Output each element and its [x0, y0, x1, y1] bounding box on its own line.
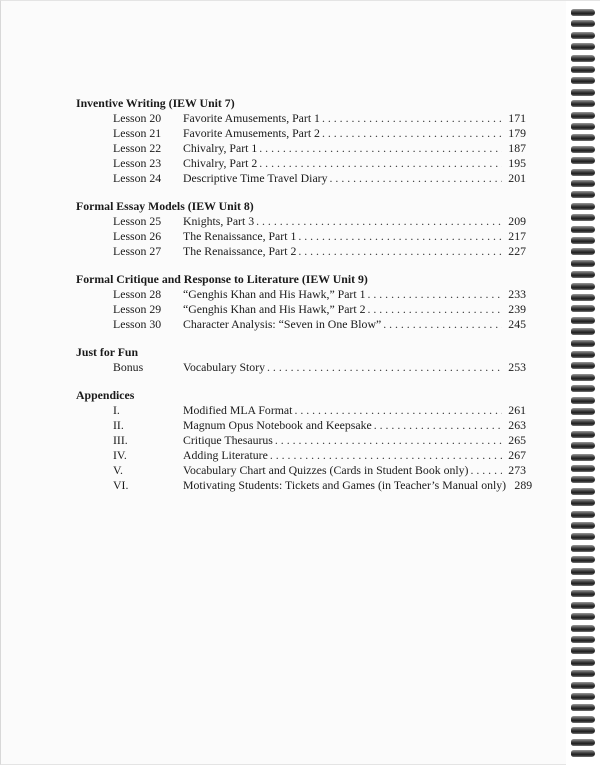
entry-page: 289 — [514, 478, 533, 492]
entry-label: Lesson 24 — [113, 171, 162, 185]
dot-leader — [367, 287, 502, 302]
entry-title: Vocabulary Story — [183, 360, 266, 374]
binding-loop — [571, 328, 595, 335]
entry-title: The Renaissance, Part 2 — [183, 244, 297, 258]
entry-title: Chivalry, Part 2 — [183, 156, 258, 170]
dot-leader — [294, 403, 502, 418]
entry-page: 217 — [508, 229, 526, 243]
section-heading: Formal Critique and Response to Literature (IEW Unit 9) — [76, 272, 368, 286]
entry-title: “Genghis Khan and His Hawk,” Part 1 — [183, 287, 366, 301]
toc-section — [76, 272, 526, 332]
entry-label: Lesson 20 — [113, 111, 162, 125]
binding-loop — [571, 488, 595, 495]
entry-title: Motivating Students: Tickets and Games (in Teacher’s Manual only) — [183, 478, 507, 492]
entry-label: IV. — [113, 448, 127, 462]
binding-loop — [571, 739, 595, 746]
dot-leader — [383, 317, 502, 332]
section-heading: Inventive Writing (IEW Unit 7) — [76, 96, 235, 110]
binding-loop — [571, 260, 595, 267]
binding-loop — [571, 419, 595, 426]
binding-loop — [571, 374, 595, 381]
binding-loop — [571, 43, 595, 50]
entry-label: Lesson 29 — [113, 302, 162, 316]
entry-label: Lesson 21 — [113, 126, 162, 140]
binding-loop — [571, 214, 595, 221]
binding-loop — [571, 248, 595, 255]
dot-leader — [259, 141, 502, 156]
dot-leader — [267, 360, 502, 375]
entry-label: Lesson 22 — [113, 141, 162, 155]
binding-loop — [571, 66, 595, 73]
binding-loop — [571, 89, 595, 96]
toc-entry — [76, 448, 526, 463]
binding-loop — [571, 522, 595, 529]
entry-title: Modified MLA Format — [183, 403, 293, 417]
binding-loop — [571, 750, 595, 757]
binding-loop — [571, 169, 595, 176]
toc-entry — [76, 317, 526, 332]
binding-loop — [571, 647, 595, 654]
binding-loop — [571, 704, 595, 711]
dot-leader — [470, 463, 502, 478]
binding-loop — [571, 659, 595, 666]
toc-section — [76, 345, 526, 375]
entry-label: Bonus — [113, 360, 144, 374]
binding-loop — [571, 579, 595, 586]
binding-loop — [571, 385, 595, 392]
toc-entry — [76, 478, 533, 493]
entry-label: Lesson 28 — [113, 287, 162, 301]
entry-title: Adding Literature — [183, 448, 268, 462]
binding-loop — [571, 590, 595, 597]
entry-label: III. — [113, 433, 128, 447]
toc-entry — [76, 111, 526, 126]
dot-leader — [275, 433, 502, 448]
binding-loop — [571, 442, 595, 449]
binding-loop — [571, 226, 595, 233]
binding-loop — [571, 431, 595, 438]
binding-loop — [571, 191, 595, 198]
binding-loop — [571, 465, 595, 472]
dot-leader — [367, 302, 502, 317]
binding-loop — [571, 157, 595, 164]
table-of-contents — [76, 96, 533, 506]
binding-loop — [571, 499, 595, 506]
binding-loop — [571, 625, 595, 632]
binding-loop — [571, 397, 595, 404]
entry-title: Descriptive Time Travel Diary — [183, 171, 328, 185]
binding-loop — [571, 670, 595, 677]
dot-leader — [298, 229, 502, 244]
toc-entry — [76, 360, 526, 375]
entry-page: 195 — [508, 156, 526, 170]
entry-title: Vocabulary Chart and Quizzes (Cards in Student Book only) — [183, 463, 469, 477]
binding-loop — [571, 203, 595, 210]
binding-loop — [571, 511, 595, 518]
dot-leader — [298, 244, 502, 259]
binding-loop — [571, 134, 595, 141]
entry-label: V. — [113, 463, 123, 477]
entry-label: Lesson 26 — [113, 229, 162, 243]
entry-page: 227 — [508, 244, 526, 258]
binding-loop — [571, 180, 595, 187]
binding-loop — [571, 100, 595, 107]
binding-loop — [571, 294, 595, 301]
toc-entry — [76, 403, 526, 418]
binding-loop — [571, 476, 595, 483]
dot-leader — [270, 448, 502, 463]
entry-label: II. — [113, 418, 124, 432]
binding-loop — [571, 602, 595, 609]
toc-section — [76, 388, 533, 493]
entry-title: Favorite Amusements, Part 2 — [183, 126, 320, 140]
toc-entry — [76, 126, 526, 141]
entry-label: I. — [113, 403, 120, 417]
binding-loop — [571, 362, 595, 369]
entry-title: “Genghis Khan and His Hawk,” Part 2 — [183, 302, 366, 316]
entry-page: 233 — [508, 287, 526, 301]
toc-entry — [76, 214, 526, 229]
binding-loop — [571, 271, 595, 278]
toc-entry — [76, 433, 526, 448]
binding-loop — [571, 408, 595, 415]
binding-loop — [571, 568, 595, 575]
entry-page: 261 — [508, 403, 526, 417]
binding-loop — [571, 340, 595, 347]
entry-page: 265 — [508, 433, 526, 447]
binding-loop — [571, 351, 595, 358]
section-heading: Just for Fun — [76, 345, 139, 359]
binding-loop — [571, 545, 595, 552]
binding-loop — [571, 20, 595, 27]
binding-loop — [571, 237, 595, 244]
binding-loop — [571, 556, 595, 563]
entry-label: Lesson 27 — [113, 244, 162, 258]
binding-loop — [571, 727, 595, 734]
entry-title: Chivalry, Part 1 — [183, 141, 258, 155]
entry-label: Lesson 30 — [113, 317, 162, 331]
section-heading: Appendices — [76, 388, 135, 402]
binding-loop — [571, 146, 595, 153]
entry-title: Favorite Amusements, Part 1 — [183, 111, 320, 125]
binding-loop — [571, 123, 595, 130]
entry-page: 179 — [508, 126, 526, 140]
toc-entry — [76, 244, 526, 259]
spiral-binding — [566, 1, 600, 766]
toc-entry — [76, 418, 526, 433]
toc-entry — [76, 229, 526, 244]
binding-loop — [571, 77, 595, 84]
entry-label: Lesson 23 — [113, 156, 162, 170]
toc-entry — [76, 302, 526, 317]
dot-leader — [259, 156, 502, 171]
entry-label: VI. — [113, 478, 129, 492]
binding-loop — [571, 716, 595, 723]
toc-entry — [76, 171, 526, 186]
toc-entry — [76, 141, 526, 156]
binding-loop — [571, 317, 595, 324]
binding-loop — [571, 682, 595, 689]
dot-leader — [374, 418, 502, 433]
binding-loop — [571, 533, 595, 540]
toc-entry — [76, 463, 526, 478]
entry-page: 239 — [508, 302, 526, 316]
binding-loop — [571, 112, 595, 119]
dot-leader — [322, 111, 502, 126]
toc-entry — [76, 287, 526, 302]
entry-title: Character Analysis: “Seven in One Blow” — [183, 317, 382, 331]
dot-leader — [322, 126, 502, 141]
binding-loop — [571, 32, 595, 39]
dot-leader — [256, 214, 502, 229]
entry-page: 187 — [508, 141, 526, 155]
entry-title: Critique Thesaurus — [183, 433, 273, 447]
entry-title: The Renaissance, Part 1 — [183, 229, 297, 243]
binding-loop — [571, 613, 595, 620]
toc-entry — [76, 156, 526, 171]
entry-page: 209 — [508, 214, 526, 228]
dot-leader — [330, 171, 502, 186]
toc-section — [76, 96, 526, 186]
binding-loop — [571, 636, 595, 643]
entry-label: Lesson 25 — [113, 214, 162, 228]
binding-loop — [571, 9, 595, 16]
binding-loop — [571, 454, 595, 461]
entry-page: 267 — [508, 448, 526, 462]
binding-loop — [571, 283, 595, 290]
toc-section — [76, 199, 526, 259]
binding-loop — [571, 693, 595, 700]
entry-page: 201 — [508, 171, 526, 185]
section-heading: Formal Essay Models (IEW Unit 8) — [76, 199, 254, 213]
entry-title: Magnum Opus Notebook and Keepsake — [183, 418, 372, 432]
entry-page: 171 — [508, 111, 526, 125]
entry-page: 273 — [508, 463, 526, 477]
entry-page: 253 — [508, 360, 526, 374]
binding-loop — [571, 305, 595, 312]
entry-title: Knights, Part 3 — [183, 214, 255, 228]
entry-page: 245 — [508, 317, 526, 331]
binding-loop — [571, 55, 595, 62]
entry-page: 263 — [508, 418, 526, 432]
